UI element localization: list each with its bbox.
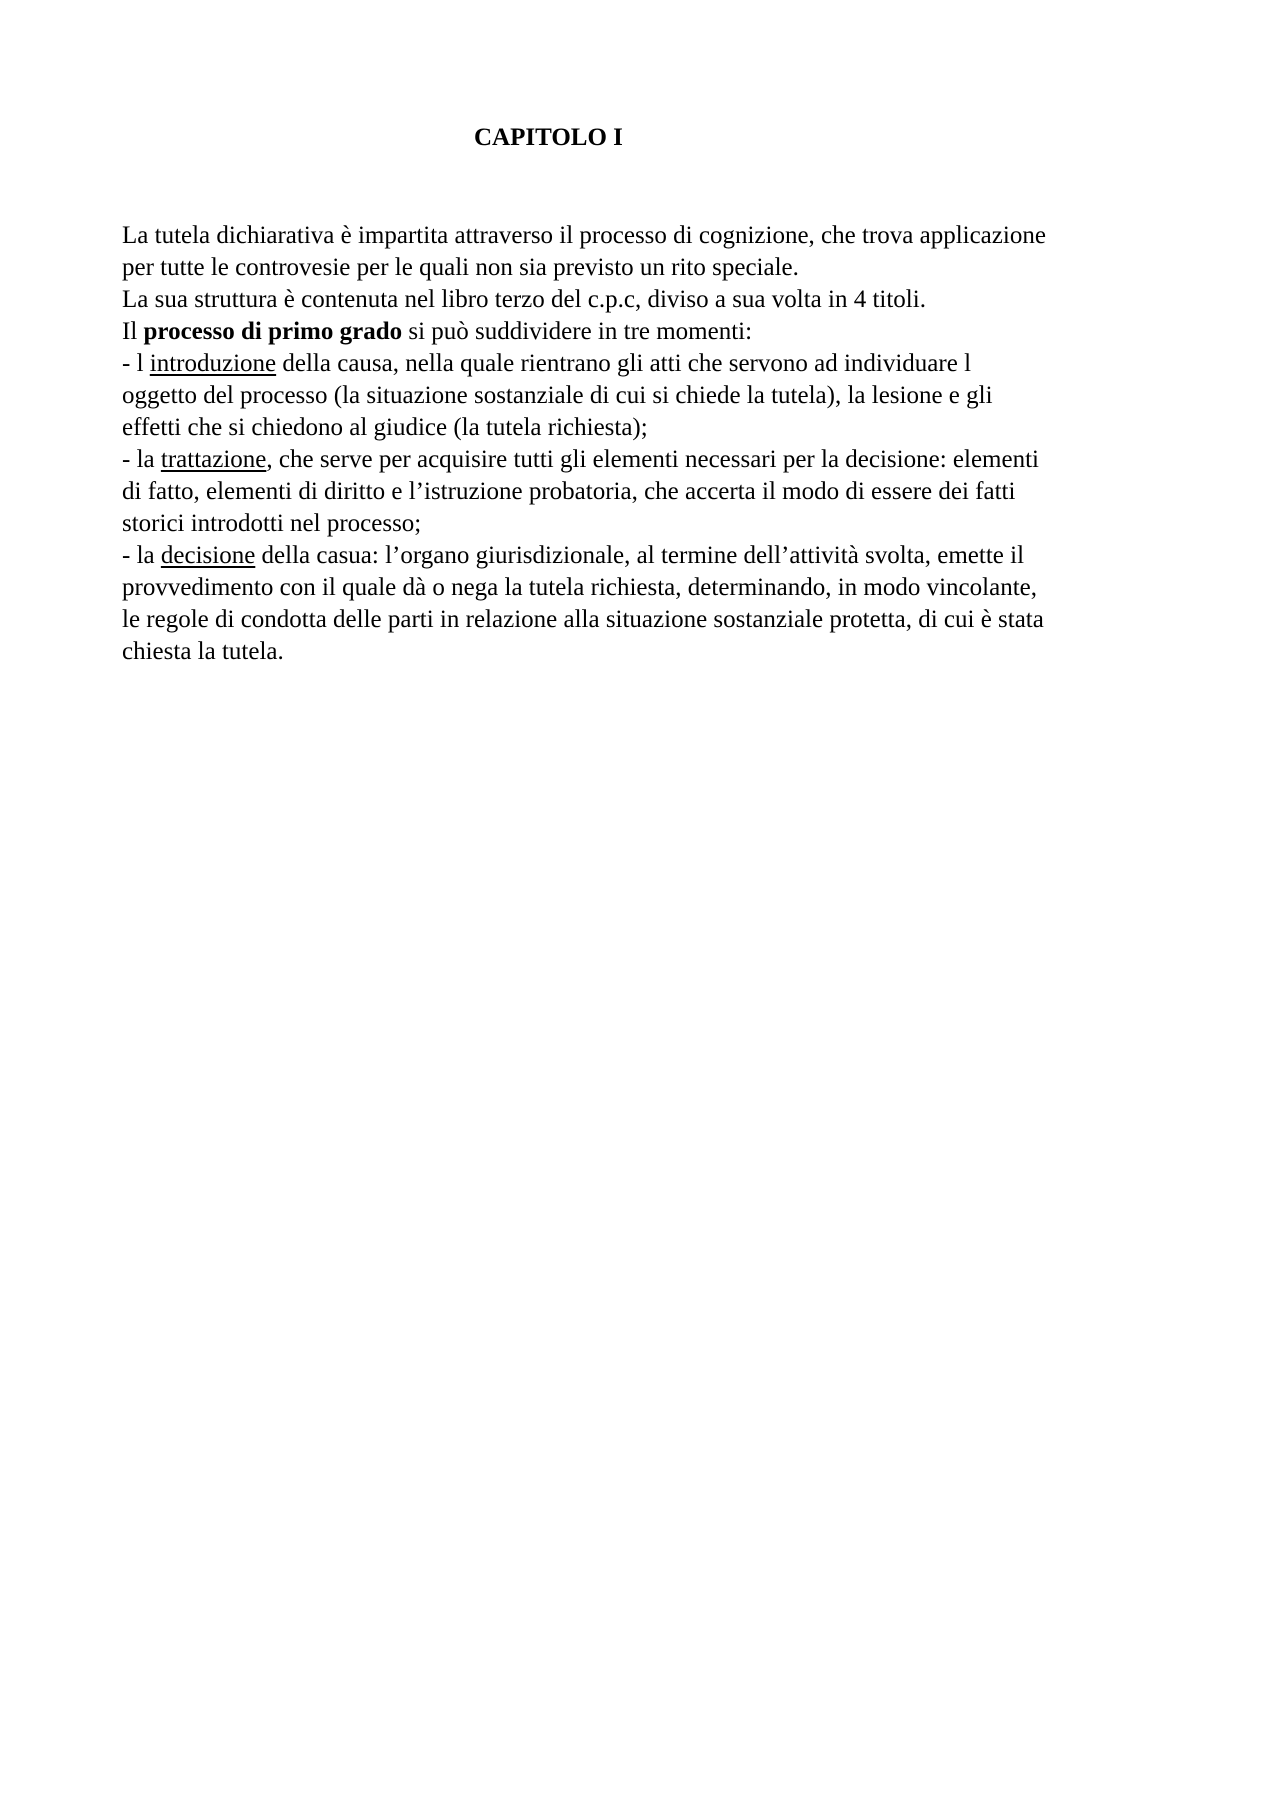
text-fragment: si può suddividere in tre momenti: [402,318,753,345]
text-fragment: , che serve per acquisire tutti gli elementi necessari per la decisione: elementi [266,446,1039,473]
list-bullet: - la [122,542,161,569]
list-item-trattazione [122,444,1172,476]
text-line: le regole di condotta delle parti in relazione alla situazione sostanziale protetta, di cui è stata [122,606,1044,633]
text-fragment: della casua: l’organo giurisdizionale, al termine dell’attività svolta, emette il [255,542,1025,569]
underlined-term: introduzione [149,350,277,377]
text-line: La sua struttura è contenuta nel libro terzo del c.p.c, diviso a sua volta in 4 titoli. [122,286,926,313]
underlined-term: trattazione [160,446,267,473]
primo-grado-line [122,316,1172,348]
body-text [122,220,1172,668]
text-line: La tutela dichiarativa è impartita attraverso il processo di cognizione, che trova applicazione [122,222,1046,249]
list-item-decisione [122,540,1172,572]
text-line: di fatto, elementi di diritto e l’istruzione probatoria, che accerta il modo di essere dei fatti [122,478,1016,505]
bold-term: processo di primo grado [143,318,403,345]
chapter-title: CAPITOLO I [474,124,623,151]
list-bullet: - la [122,446,161,473]
text-line: provvedimento con il quale dà o nega la tutela richiesta, determinando, in modo vincolante, [122,574,1037,601]
text-fragment: Il [122,318,144,345]
list-bullet: - l [122,350,150,377]
text-line: oggetto del processo (la situazione sostanziale di cui si chiede la tutela), la lesione e gli [122,382,993,409]
text-line: storici introdotti nel processo; [122,510,422,537]
text-line: effetti che si chiedono al giudice (la tutela richiesta); [122,414,648,441]
text-line: per tutte le controvesie per le quali non sia previsto un rito speciale. [122,254,799,281]
underlined-term: decisione [160,542,256,569]
text-fragment: della causa, nella quale rientrano gli atti che servono ad individuare l [276,350,972,377]
text-line: chiesta la tutela. [122,638,284,665]
list-item-introduzione [122,348,1172,380]
